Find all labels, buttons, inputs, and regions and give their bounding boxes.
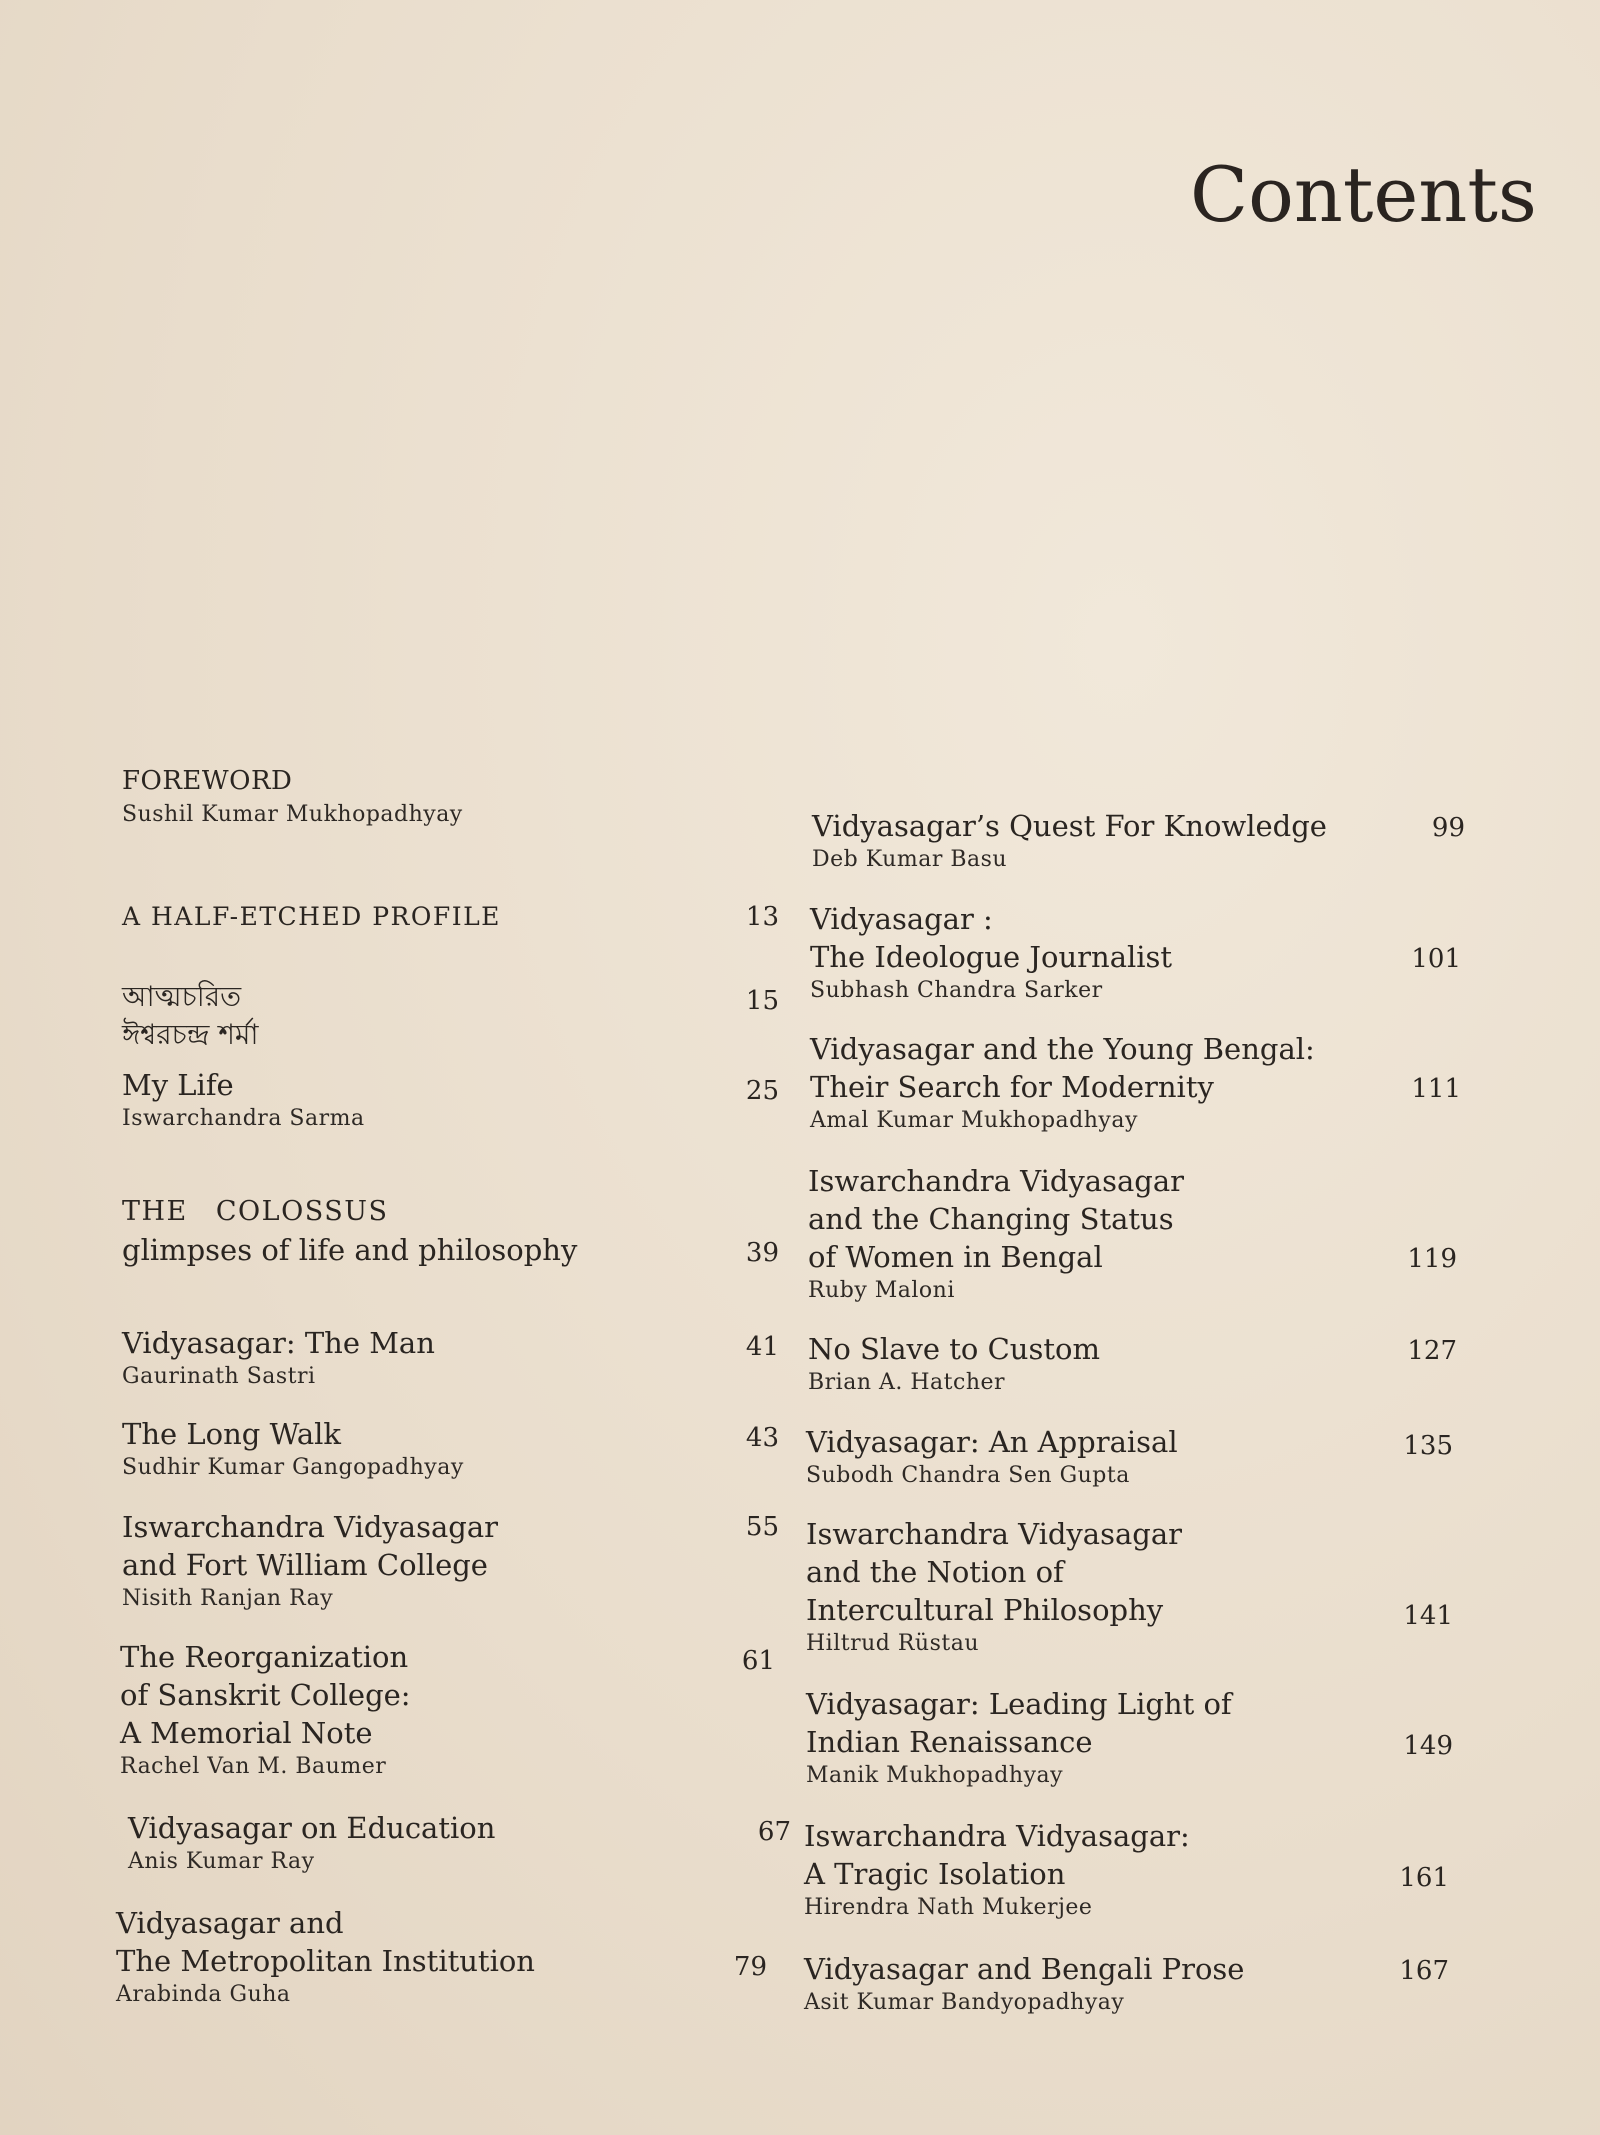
entry-author: Brian A. Hatcher (808, 1370, 1006, 1395)
toc-entry[interactable] (812, 807, 1465, 875)
entry-title: Vidyasagar and the Young Bengal: (810, 1032, 1315, 1066)
entry-title: Iswarchandra Vidyasagar (808, 1164, 1184, 1198)
entry-title: The Long Walk (122, 1417, 342, 1451)
entry-title-line2: glimpses of life and philosophy (122, 1233, 578, 1267)
entry-title: Vidyasagar: Leading Light of (806, 1687, 1232, 1721)
entry-author: Deb Kumar Basu (812, 847, 1008, 872)
toc-entry[interactable] (808, 1162, 1458, 1306)
entry-title-line3: A Memorial Note (120, 1716, 373, 1750)
entry-title: FOREWORD (122, 766, 293, 796)
toc-entry[interactable] (808, 1330, 1458, 1398)
toc-entry[interactable] (804, 1817, 1454, 1923)
entry-title: Iswarchandra Vidyasagar (122, 1510, 498, 1544)
entry-page: 99 (1431, 813, 1465, 843)
entry-title: Vidyasagar: An Appraisal (806, 1425, 1178, 1459)
toc-entry[interactable] (122, 1193, 779, 1269)
toc-entry[interactable] (122, 1066, 779, 1134)
toc-entry[interactable] (122, 1415, 779, 1483)
entry-author: Sushil Kumar Mukhopadhyay (122, 802, 463, 827)
entry-title-line2: Their Search for Modernity (810, 1070, 1214, 1104)
toc-entry[interactable] (116, 1904, 766, 2010)
entry-page: 135 (1403, 1431, 1453, 1461)
entry-page: 161 (1399, 1863, 1449, 1893)
entry-author: Ruby Maloni (808, 1278, 955, 1303)
entry-title: The Reorganization (120, 1640, 409, 1674)
entry-author: Subhash Chandra Sarker (810, 978, 1103, 1003)
toc-entry[interactable] (806, 1423, 1456, 1491)
entry-author: Nisith Ranjan Ray (122, 1586, 334, 1611)
entry-page: 111 (1411, 1074, 1461, 1104)
entry-title: THE COLOSSUS (122, 1196, 389, 1227)
entry-author: Anis Kumar Ray (128, 1849, 315, 1874)
entry-title: Vidyasagar: The Man (122, 1326, 435, 1360)
entry-page: 43 (745, 1423, 779, 1453)
toc-entry[interactable] (122, 898, 779, 936)
entry-title-line2: The Ideologue Journalist (810, 940, 1173, 974)
entry-title: Vidyasagar’s Quest For Knowledge (812, 809, 1327, 843)
entry-title: No Slave to Custom (808, 1332, 1100, 1366)
toc-entry[interactable] (120, 1638, 775, 1782)
entry-title: Vidyasagar and (116, 1906, 344, 1940)
entry-page: 15 (745, 986, 779, 1016)
toc-entry[interactable] (122, 978, 779, 1054)
entry-title-line2: The Metropolitan Institution (116, 1944, 535, 1978)
entry-page: 119 (1407, 1244, 1457, 1274)
entry-title-line2: and the Changing Status (808, 1202, 1174, 1236)
entry-author: Hiltrud Rüstau (806, 1631, 980, 1656)
entry-title-line2: A Tragic Isolation (804, 1857, 1066, 1891)
entry-title: Vidyasagar and Bengali Prose (804, 1952, 1245, 1986)
entry-author: Asit Kumar Bandyopadhyay (804, 1990, 1125, 2015)
entry-title: A HALF-ETCHED PROFILE (122, 902, 501, 931)
entry-page: 127 (1407, 1336, 1457, 1366)
toc-entry[interactable] (122, 762, 772, 830)
entry-author: Subodh Chandra Sen Gupta (806, 1463, 1130, 1488)
entry-author: Hirendra Nath Mukerjee (804, 1895, 1093, 1920)
entry-title-line2: and the Notion of (806, 1555, 1064, 1589)
entry-title: Vidyasagar on Education (128, 1811, 496, 1845)
entry-title-line3: Intercultural Philosophy (806, 1593, 1164, 1627)
entry-title-line2: Indian Renaissance (806, 1725, 1093, 1759)
toc-entry[interactable] (804, 1950, 1454, 2018)
entry-page: 41 (745, 1332, 779, 1362)
entry-author: Amal Kumar Mukhopadhyay (810, 1108, 1138, 1133)
entry-author: Gaurinath Sastri (122, 1364, 316, 1389)
entry-page: 25 (745, 1076, 779, 1106)
entry-page: 141 (1403, 1601, 1453, 1631)
entry-title: Vidyasagar : (810, 902, 993, 936)
entry-page: 13 (745, 902, 779, 932)
entry-author: Manik Mukhopadhyay (806, 1763, 1064, 1788)
entry-title-line2: of Sanskrit College: (120, 1678, 411, 1712)
entry-title: আত্মচরিত (122, 980, 242, 1013)
toc-entry[interactable] (806, 1515, 1456, 1659)
entry-title: Iswarchandra Vidyasagar (806, 1517, 1182, 1551)
entry-page: 55 (745, 1512, 779, 1542)
entry-author: Sudhir Kumar Gangopadhyay (122, 1455, 464, 1480)
entry-page: 101 (1411, 944, 1461, 974)
toc-entry[interactable] (806, 1685, 1456, 1791)
toc-entry[interactable] (810, 900, 1460, 1006)
entry-author: Rachel Van M. Baumer (120, 1754, 387, 1779)
entry-page: 79 (733, 1952, 767, 1982)
entry-title: My Life (122, 1068, 234, 1102)
page-title: Contents (1190, 150, 1537, 239)
entry-page: 39 (745, 1238, 779, 1268)
entry-author: ঈশ্বরচন্দ্র শর্মা (122, 1018, 259, 1051)
entry-title: Iswarchandra Vidyasagar: (804, 1819, 1190, 1853)
entry-page: 167 (1399, 1956, 1449, 1986)
toc-entry[interactable] (810, 1030, 1460, 1136)
entry-page: 61 (741, 1646, 775, 1676)
entry-author: Arabinda Guha (116, 1982, 291, 2007)
toc-entry[interactable] (122, 1324, 779, 1392)
entry-page: 67 (757, 1817, 791, 1847)
entry-author: Iswarchandra Sarma (122, 1106, 365, 1131)
toc-entry[interactable] (128, 1809, 791, 1877)
toc-entry[interactable] (122, 1508, 779, 1614)
entry-title-line3: of Women in Bengal (808, 1240, 1103, 1274)
entry-page: 149 (1403, 1731, 1453, 1761)
entry-title-line2: and Fort William College (122, 1548, 488, 1582)
